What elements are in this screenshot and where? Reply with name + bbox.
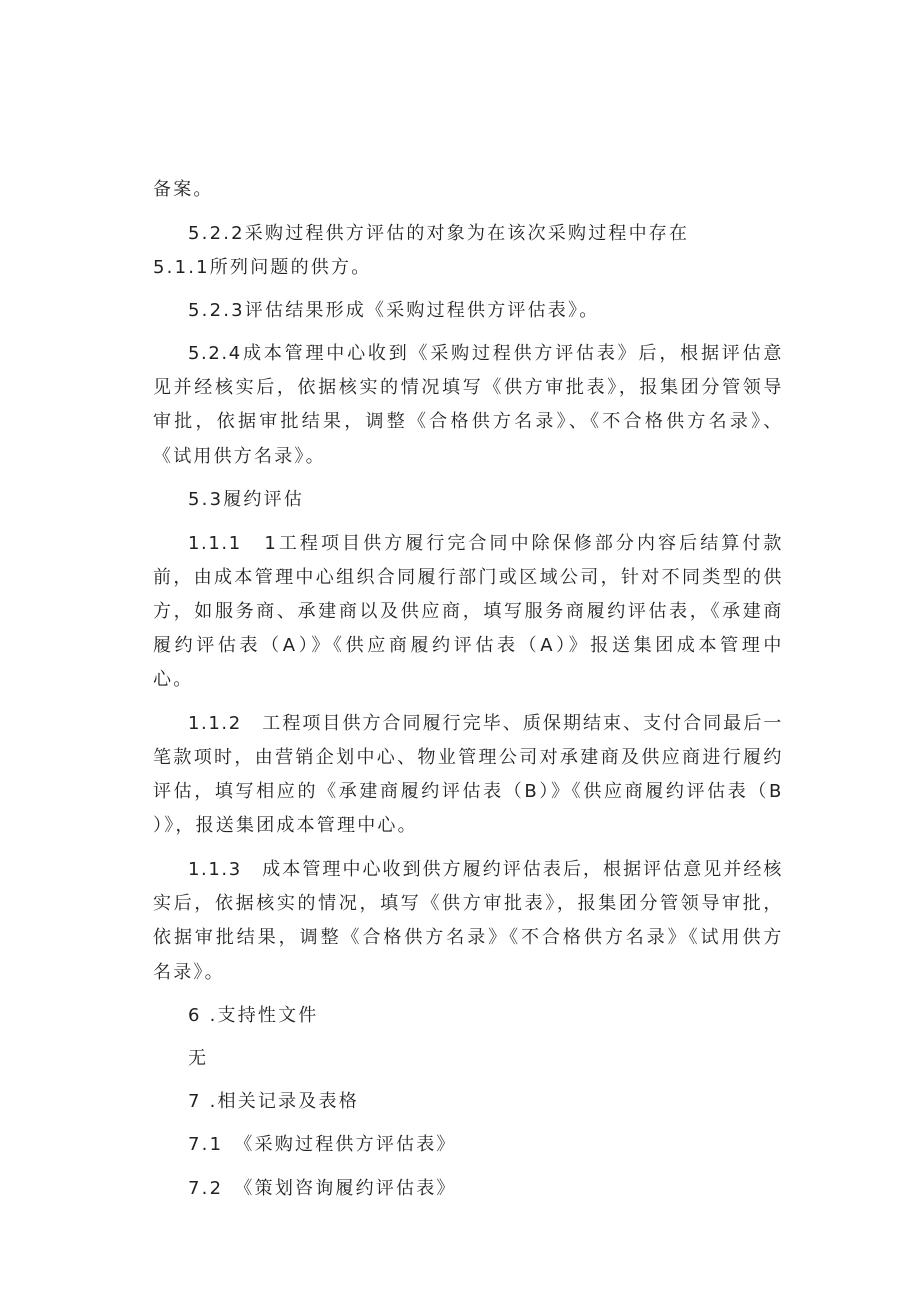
clause-1-1-3-line-4: 名录》。 [153,962,225,983]
clause-1-1-1-line-1: 1.1.1 1工程项目供方履行完合同中除保修部分内容后结算付款 [188,533,783,554]
record-7-2: 7.2 《策划咨询履约评估表》 [188,1178,457,1199]
paragraph-line-filing: 备案。 [153,179,214,200]
section-6-content: 无 [188,1048,209,1069]
clause-1-1-2-line-1: 1.1.2 工程项目供方合同履行完毕、质保期结束、支付合同最后一 [188,713,783,734]
clause-5-2-2-line-2: 5.1.1所列问题的供方。 [153,257,372,278]
clause-1-1-1-line-4: 履约评估表（A）》《供应商履约评估表（A）》报送集团成本管理中 [153,635,783,656]
record-7-1: 7.1 《采购过程供方评估表》 [188,1134,457,1155]
clause-1-1-1-line-2: 前，由成本管理中心组织合同履行部门或区域公司，针对不同类型的供 [153,567,783,588]
clause-5-2-2-line-1: 5.2.2采购过程供方评估的对象为在该次采购过程中存在 [188,223,690,244]
clause-1-1-3-line-3: 依据审批结果，调整《合格供方名录》《不合格供方名录》《试用供方 [153,927,783,948]
clause-5-2-4-line-3: 审批，依据审批结果，调整《合格供方名录》、《不合格供方名录》、 [153,411,783,432]
clause-1-1-1-line-3: 方，如服务商、承建商以及供应商，填写服务商履约评估表，《承建商 [153,601,783,622]
section-6-heading: 6 .支持性文件 [188,1005,319,1026]
clause-5-2-4-line-4: 《试用供方名录》。 [153,446,326,467]
clause-1-1-3-line-2: 实后，依据核实的情况，填写《供方审批表》，报集团分管领导审批， [153,893,783,914]
clause-1-1-2-line-2: 笔款项时，由营销企划中心、物业管理公司对承建商及供应商进行履约 [153,747,783,768]
clause-1-1-2-line-3: 评估，填写相应的《承建商履约评估表（B）》《供应商履约评估表（B [153,781,783,802]
clause-5-2-3: 5.2.3评估结果形成《采购过程供方评估表》。 [188,300,600,321]
section-7-heading: 7 .相关记录及表格 [188,1091,359,1112]
clause-5-2-4-line-2: 见并经核实后，依据核实的情况填写《供方审批表》，报集团分管领导 [153,377,783,398]
section-5-3-heading: 5.3履约评估 [188,489,305,510]
clause-1-1-2-line-4: ）》，报送集团成本管理中心。 [153,815,418,836]
clause-1-1-3-line-1: 1.1.3 成本管理中心收到供方履约评估表后，根据评估意见并经核 [188,859,783,880]
clause-5-2-4-line-1: 5.2.4成本管理中心收到《采购过程供方评估表》后，根据评估意 [188,343,783,364]
clause-1-1-1-line-5: 心。 [153,669,194,690]
